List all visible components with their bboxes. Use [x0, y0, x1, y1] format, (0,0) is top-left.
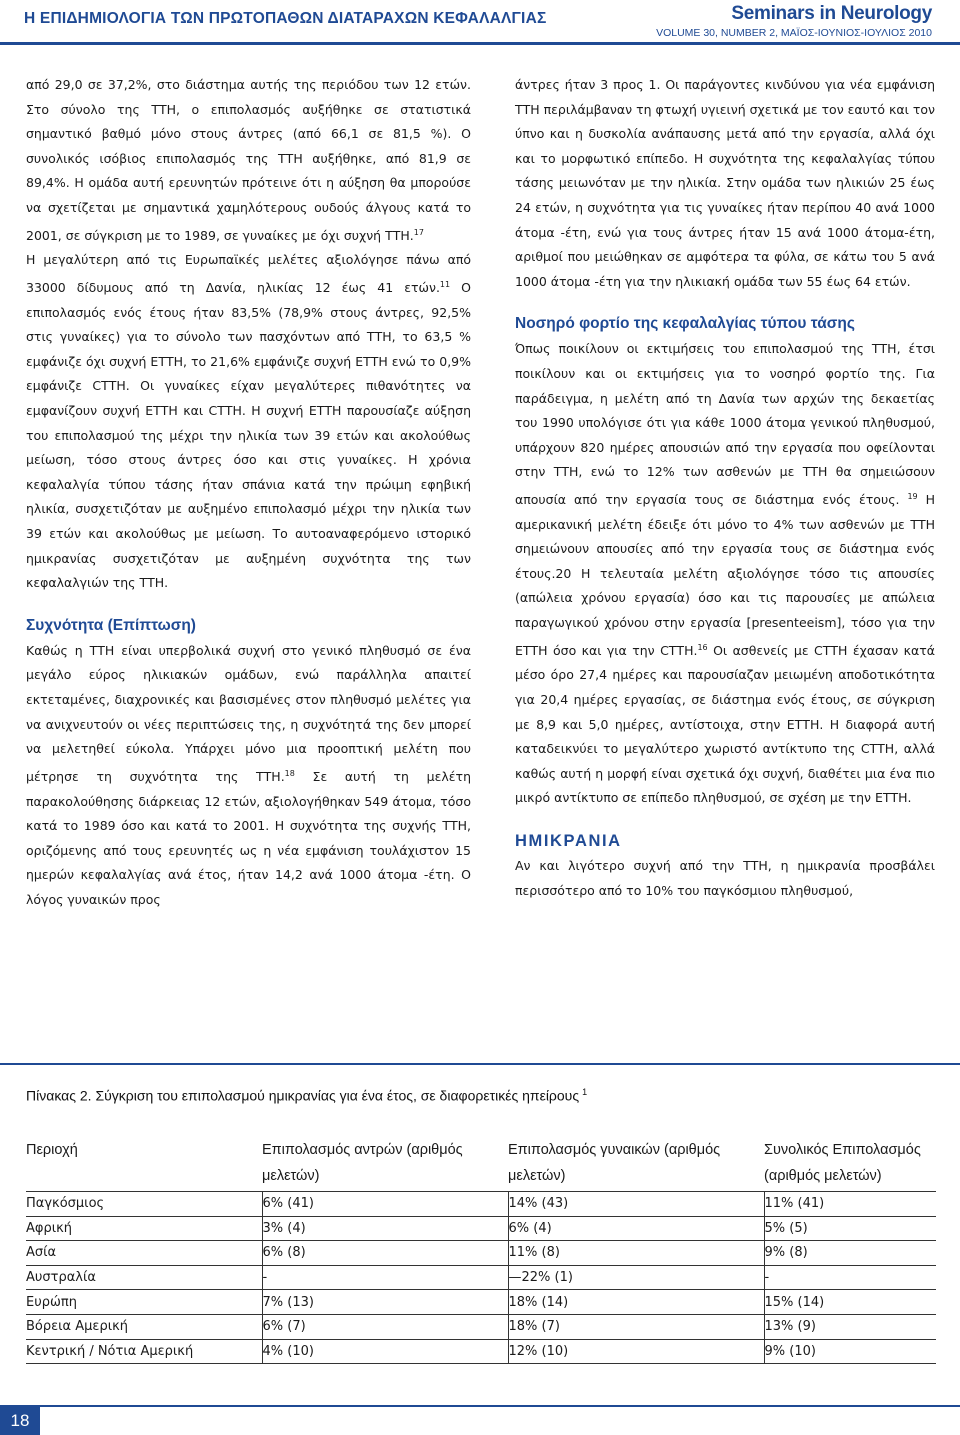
page-number: 18 [0, 1407, 40, 1435]
left-paragraph-2: Η μεγαλύτερη από τις Ευρωπαϊκές μελέτες αξιολόγησε πάνω από 33000 δίδυμους από τη Δανία, ηλικίας 12 έως 41 ετών.$^{11}$ Ο επιπολασμός ενός έτους ήταν 83,5% (78,9% στους άντρες, 92,5% στις γυναίκες) για το σύνολο των πασχόντων από ΤΤΗ, το 63,5 % εμφάνιζε όχι συχνή ΕΤΤΗ, το 21,6% εμφάνιζε συχνή ΕΤΤΗ ενώ το 0,9% εμφάνιζε CΤΤΗ. Οι γυναίκες είχαν μεγαλύτερες πιθανότητες να εμφανίζουν συχνή ΕΤΤΗ και CΤΤΗ. Η συχνή ΕΤΤΗ παρουσίαζε αύξηση του επιπολασμού της μέχρι την ηλικία των 39 ετών και ακολούθως μείωση, τόσο στους άντρες όσο και στις γυναίκες. Η χρόνια κεφαλαλγία τύπου τάσης ήταν σπάνια κατά την πρώιμη εφηβική ηλικία, συσχετιζόταν με αυξημένο επιπολασμό μέχρι την ηλικία των 39 ετών και ακολούθως με μείωση. Το αυτοαναφερόμενο ιστορικό ημικρανίας συσχετιζόταν με αυξημένη συχνότητα της των κεφαλαλγιών της ΤΤΗ. [26, 252, 471, 591]
cell-total: 9% (10) [764, 1339, 936, 1364]
table-row [26, 1339, 936, 1364]
journal-title: Seminars in Neurology [731, 3, 932, 24]
right-paragraph-2: Όπως ποικίλουν οι εκτιμήσεις του επιπολασμού της ΤΤΗ, έτσι ποικίλουν και οι εκτιμήσεις για το νοσηρό φορτίο της. Για παράδειγμα, η μελέτη από τη Δανία των αρχών της δεκαετίας του 1990 υπολόγισε ότι για κάθε 1000 άτομα γενικού πληθυσμού, υπάρχουν 820 ημέρες απουσιών από την εργασία που οφείλονται στην ΤΤΗ, ενώ το 12% των ασθενών με ΤΤΗ θα σημειώσουν απουσία από την εργασία τους σε διάστημα ενός έτους. $^{19}$ Η αμερικανική μελέτη έδειξε ότι μόνο το 4% των ασθενών με ΤΤΗ σημειώνουν απουσίες από την εργασία τους σε διάστημα ενός έτους.20 Η τελευταία μελέτη αξιολόγησε τόσο τις απουσίες (απώλεια χρόνου εργασία) όσο και τις παρουσίες με απώλεια παραγωγικού χρόνου στην εργασία [presenteeism], τόσο για την ΕΤΤΗ όσο και για την CΤΤΗ.$^{16}$ Οι ασθενείς με CΤΤΗ έχασαν κατά μέσο όρο 27,4 ημέρες και παρουσίαζαν μειωμένη αποδοτικότητα για 20,4 ημέρες εργασίας, σε διάστημα ενός έτους, σε σύγκριση με 8,9 και 5,0 ημέρες, αντίστοιχα, στην ΕΤΤΗ. Η διαφορά αυτή καταδεικνύει το μεγαλύτερο χωριστό αντίκτυπο της CΤΤΗ, αλλά καθώς αυτή η μορφή είναι σχετικά όχι συχνή, διαθέτει μια ένα πιο μικρό αντίκτυπο σε επίπεδο πληθυσμού, σε σχέση με την ΕΤΤΗ. [515, 341, 935, 806]
cell-total: 11% (41) [764, 1192, 936, 1217]
running-title: Η ΕΠΙΔΗΜΙΟΛΟΓΙΑ ΤΩΝ ΠΡΩΤΟΠΑΘΩΝ ΔΙΑΤΑΡΑΧΩΝ ΚΕΦΑΛΑΛΓΙΑΣ [24, 10, 547, 27]
cell-men: 3% (4) [262, 1216, 508, 1241]
header-rule [0, 42, 960, 45]
left-column [26, 73, 471, 912]
cell-women: 11% (8) [508, 1241, 764, 1266]
prevalence-table [26, 1137, 936, 1364]
table-row [26, 1192, 936, 1217]
cell-total: 5% (5) [764, 1216, 936, 1241]
citation-19: 19 [907, 491, 918, 501]
table-row [26, 1314, 936, 1339]
table-row [26, 1265, 936, 1290]
cell-men: 6% (8) [262, 1241, 508, 1266]
right-column [515, 73, 935, 903]
cell-region: Ασία [26, 1241, 262, 1266]
cell-men: 6% (7) [262, 1314, 508, 1339]
cell-women: 18% (14) [508, 1290, 764, 1315]
cell-region: Παγκόσμιος [26, 1192, 262, 1217]
cell-region: Αυστραλία [26, 1265, 262, 1290]
table-top-rule [0, 1063, 960, 1065]
left-paragraph-1: από 29,0 σε 37,2%, στο διάστημα αυτής της περιόδου των 12 ετών. Στο σύνολο της ΤΤΗ, ο επιπολασμός αυξήθηκε σε στατιστικά σημαντικό βαθμό μόνο στους άντρες (από 66,1 σε 81,5 %). Ο συνολικός ισόβιος επιπολασμός της ΤΤΗ αυξήθηκε, από 81,9 σε 89,4%. Η ομάδα αυτή ερευνητών πρότεινε ότι η αύξηση θα μπορούσε να σχετίζεται με σημαντικά χαμηλότερους ουδούς άλγους κατά το 2001, σε σύγκριση με το 1989, σε γυναίκες με όχι συχνή ΤΤΗ.$^{17}$ [26, 77, 471, 243]
cell-region: Κεντρική / Νότια Αμερική [26, 1339, 262, 1364]
cell-men: 6% (41) [262, 1192, 508, 1217]
citation-11: 11 [439, 279, 451, 289]
issue-info: VOLUME 30, NUMBER 2, ΜΑΪΟΣ-ΙΟΥΝΙΟΣ-ΙΟΥΛΙΟΣ 2010 [656, 27, 932, 39]
cell-total: - [764, 1265, 936, 1290]
cell-total: 9% (8) [764, 1241, 936, 1266]
cell-region: Ευρώπη [26, 1290, 262, 1315]
cell-total: 13% (9) [764, 1314, 936, 1339]
cell-men: 4% (10) [262, 1339, 508, 1364]
citation-17: 17 [413, 227, 424, 237]
header-women: Επιπολασμός γυναικών (αριθμός μελετών) [508, 1137, 764, 1192]
cell-women: 18% (7) [508, 1314, 764, 1339]
header-total: Συνολικός Επιπολασμός (αριθμός μελετών) [764, 1137, 936, 1192]
table-bottom-rule [0, 1405, 960, 1407]
header-men: Επιπολασμός αντρών (αριθμός μελετών) [262, 1137, 508, 1192]
section-heading-migraine: ΗΜΙΚΡΑΝΙΑ [515, 831, 622, 850]
cell-women: 14% (43) [508, 1192, 764, 1217]
right-paragraph-3: Αν και λιγότερο συχνή από την ΤΤΗ, η ημικρανία προσβάλει περισσότερο από το 10% του παγκόσμιου πληθυσμού, [515, 857, 935, 898]
table-caption: Πίνακας 2. Σύγκριση του επιπολασμού ημικρανίας για ένα έτος, σε διαφορετικές ηπείρους $^1$ [26, 1087, 588, 1104]
header-region: Περιοχή [26, 1137, 262, 1192]
right-paragraph-1: άντρες ήταν 3 προς 1. Οι παράγοντες κινδύνου για νέα εμφάνιση ΤΤΗ περιλάμβαναν τη φτωχή υγιεινή σχετικά με τον εαυτό και τον ύπνο και η δυσκολία ανάπαυσης μετά από την εργασία, αλλά όχι και το μορφωτικό επίπεδο. Η συχνότητα της κεφαλαλγίας τύπου τάσης μειωνόταν με την ηλικία. Στην ομάδα των ηλικιών 25 έως 24 ετών, η συχνότητα για τις γυναίκες ήταν περίπου 40 ανά 1000 άτομα -έτη, ενώ για τους άντρες ήταν 15 ανά 1000 άτομα-έτη, αριθμοί που μειώθηκαν σε αμφότερα τα φύλα, σε κάτω του 5 ανά 1000 άτομα -έτη για την ηλικιακή ομάδα των 55 έως 64 ετών. [515, 77, 935, 289]
cell-women: —22% (1) [508, 1265, 764, 1290]
table-row [26, 1216, 936, 1241]
left-paragraph-3: Καθώς η ΤΤΗ είναι υπερβολικά συχνή στο γενικό πληθυσμό σε ένα μεγάλο εύρος ηλικιακών ομάδων, ενώ παράλληλα απαιτεί εκτεταμένες, διαχρονικές και βασισμένες στον πληθυσμό μελέτες για να ανιχνευτούν οι νέες περιπτώσεις της, η συχνότητά της δεν μπορεί να μελετηθεί εύκολα. Υπάρχει μόνο μια προοπτική μελέτη που μέτρησε τη συχνότητα της ΤΤΗ.$^{18}$ Σε αυτή τη μελέτη παρακολούθησης διάρκειας 12 ετών, αξιολογήθηκαν 549 άτομα, τόσο κατά το 1989 όσο και κατά το 2001. Η συχνότητα της συχνής ΤΤΗ, οριζόμενης από τους ερευνητές ως η νέα εμφάνιση τουλάχιστον 15 ημερών κεφαλαλγίας ανά έτος, ήταν 14,2 ανά 1000 άτομα -έτη. Ο λόγος γυναικών προς [26, 642, 471, 907]
cell-total: 15% (14) [764, 1290, 936, 1315]
table-row [26, 1241, 936, 1266]
table-header-row [26, 1137, 936, 1192]
caption-citation: 1 [582, 1087, 588, 1097]
cell-region: Βόρεια Αμερική [26, 1314, 262, 1339]
cell-women: 6% (4) [508, 1216, 764, 1241]
cell-men: 7% (13) [262, 1290, 508, 1315]
cell-region: Αφρική [26, 1216, 262, 1241]
citation-18: 18 [284, 768, 295, 778]
section-heading-incidence: Συχνότητα (Επίπτωση) [26, 616, 196, 634]
table-row [26, 1290, 936, 1315]
citation-16: 16 [697, 642, 708, 652]
cell-women: 12% (10) [508, 1339, 764, 1364]
section-heading-burden: Νοσηρό φορτίο της κεφαλαλγίας τύπου τάσης [515, 315, 855, 333]
cell-men: - [262, 1265, 508, 1290]
